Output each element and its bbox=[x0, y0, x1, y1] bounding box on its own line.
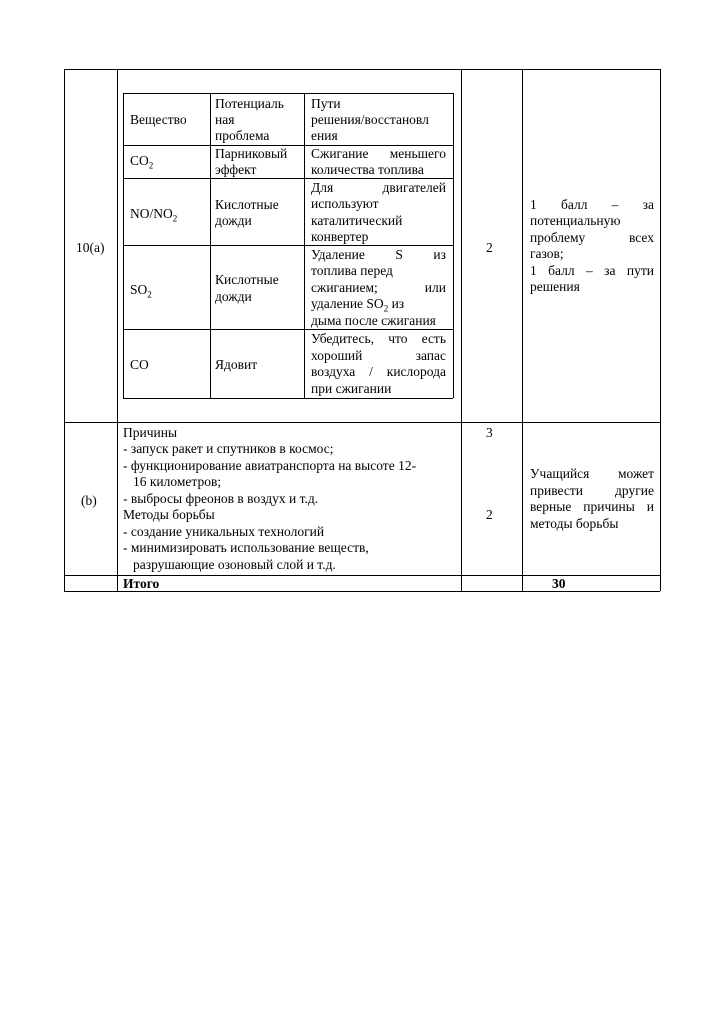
substance-co2-formula: $CO_2$ bbox=[130, 153, 154, 171]
row-b-line: - минимизировать использование веществ, bbox=[123, 540, 369, 555]
row-a-points: 2 bbox=[486, 240, 493, 255]
solution-line: хороший запас bbox=[311, 348, 446, 363]
row-b-comment-line: методы борьбы bbox=[530, 516, 619, 531]
row-a-label: 10(a) bbox=[76, 240, 105, 255]
solution-line: используют bbox=[311, 196, 379, 211]
row-b-line: - выбросы фреонов в воздух и т.д. bbox=[123, 491, 319, 506]
solution-line: сжиганием; или bbox=[311, 280, 446, 295]
row-b-line: разрушающие озоновый слой и т.д. bbox=[133, 557, 336, 572]
outer-right-border bbox=[660, 69, 661, 591]
row-b-points-2: 2 bbox=[486, 507, 493, 522]
solution-line: топлива перед bbox=[311, 263, 393, 278]
inner-row-divider bbox=[123, 329, 453, 330]
substance-co: CO bbox=[130, 357, 149, 372]
solution-line: конвертер bbox=[311, 229, 369, 244]
outer-col-divider-2 bbox=[461, 69, 462, 591]
row-b-comment-line: верные причины и bbox=[530, 499, 654, 514]
inner-bottom-border bbox=[123, 398, 453, 399]
inner-top-border bbox=[123, 93, 453, 94]
solution-line-formula: удаление $SO_2$ из bbox=[311, 296, 405, 314]
solution-line: Для двигателей bbox=[311, 180, 446, 195]
outer-top-border bbox=[64, 69, 660, 70]
substance-so2-formula: $SO_2$ bbox=[130, 282, 152, 300]
row-b-line: Методы борьбы bbox=[123, 507, 215, 522]
inner-row-divider bbox=[123, 245, 453, 246]
problem-line: Кислотные bbox=[215, 197, 279, 212]
header-solution-line: ения bbox=[311, 128, 338, 143]
row-a-comment-line: проблему всех bbox=[530, 230, 654, 245]
row-a-comment-line: потенциальную bbox=[530, 213, 621, 228]
outer-col-divider-1 bbox=[117, 69, 118, 591]
row-b-comment-line: Учащийся может bbox=[530, 466, 654, 481]
row-b-line: - запуск ракет и спутников в космос; bbox=[123, 441, 334, 456]
row-b-line: 16 километров; bbox=[133, 474, 222, 489]
row-a-comment-line: газов; bbox=[530, 246, 564, 261]
problem-line: дожди bbox=[215, 213, 252, 228]
problem-line: Парниковый bbox=[215, 146, 288, 161]
substance-no-no2-formula: $NO/NO_2$ bbox=[130, 206, 178, 224]
header-solution-line: решения/восстановл bbox=[311, 112, 429, 127]
row-a-comment-line: решения bbox=[530, 279, 580, 294]
problem-line: Ядовит bbox=[215, 357, 258, 372]
solution-line: Удаление S из bbox=[311, 247, 446, 262]
row-b-line: - функционирование авиатранспорта на высоте 12- bbox=[123, 458, 417, 473]
solution-line: количества топлива bbox=[311, 162, 424, 177]
header-substance: Вещество bbox=[130, 112, 187, 127]
solution-line: Убедитесь, что есть bbox=[311, 331, 446, 346]
solution-line: Сжигание меньшего bbox=[311, 146, 446, 161]
inner-left-border bbox=[123, 93, 124, 398]
solution-line: дыма после сжигания bbox=[311, 313, 436, 328]
inner-row-divider bbox=[123, 178, 453, 179]
solution-line: при сжигании bbox=[311, 381, 392, 396]
problem-line: дожди bbox=[215, 289, 252, 304]
row-b-label: (b) bbox=[81, 493, 97, 508]
row-a-comment-line: 1 балл – за bbox=[530, 197, 654, 212]
row-b-points-1: 3 bbox=[486, 425, 493, 440]
row-b-line: - создание уникальных технологий bbox=[123, 524, 325, 539]
inner-right-border bbox=[453, 93, 454, 398]
header-problem-line: Потенциаль bbox=[215, 96, 284, 111]
solution-line: каталитический bbox=[311, 213, 403, 228]
outer-left-border bbox=[64, 69, 65, 591]
header-problem-line: проблема bbox=[215, 128, 270, 143]
outer-bottom-border bbox=[64, 591, 660, 592]
header-problem-line: ная bbox=[215, 112, 235, 127]
row-a-comment-line: 1 балл – за пути bbox=[530, 263, 654, 278]
total-label: Итого bbox=[123, 576, 160, 591]
inner-col-divider bbox=[304, 93, 305, 398]
header-solution-line: Пути bbox=[311, 96, 341, 111]
row-b-line: Причины bbox=[123, 425, 178, 440]
inner-col-divider bbox=[210, 93, 211, 398]
outer-row-divider-1 bbox=[64, 422, 660, 423]
problem-line: Кислотные bbox=[215, 272, 279, 287]
row-b-comment-line: привести другие bbox=[530, 483, 654, 498]
solution-line: воздуха / кислорода bbox=[311, 364, 446, 379]
total-value: 30 bbox=[552, 576, 566, 591]
outer-col-divider-3 bbox=[522, 69, 523, 591]
problem-line: эффект bbox=[215, 162, 257, 177]
